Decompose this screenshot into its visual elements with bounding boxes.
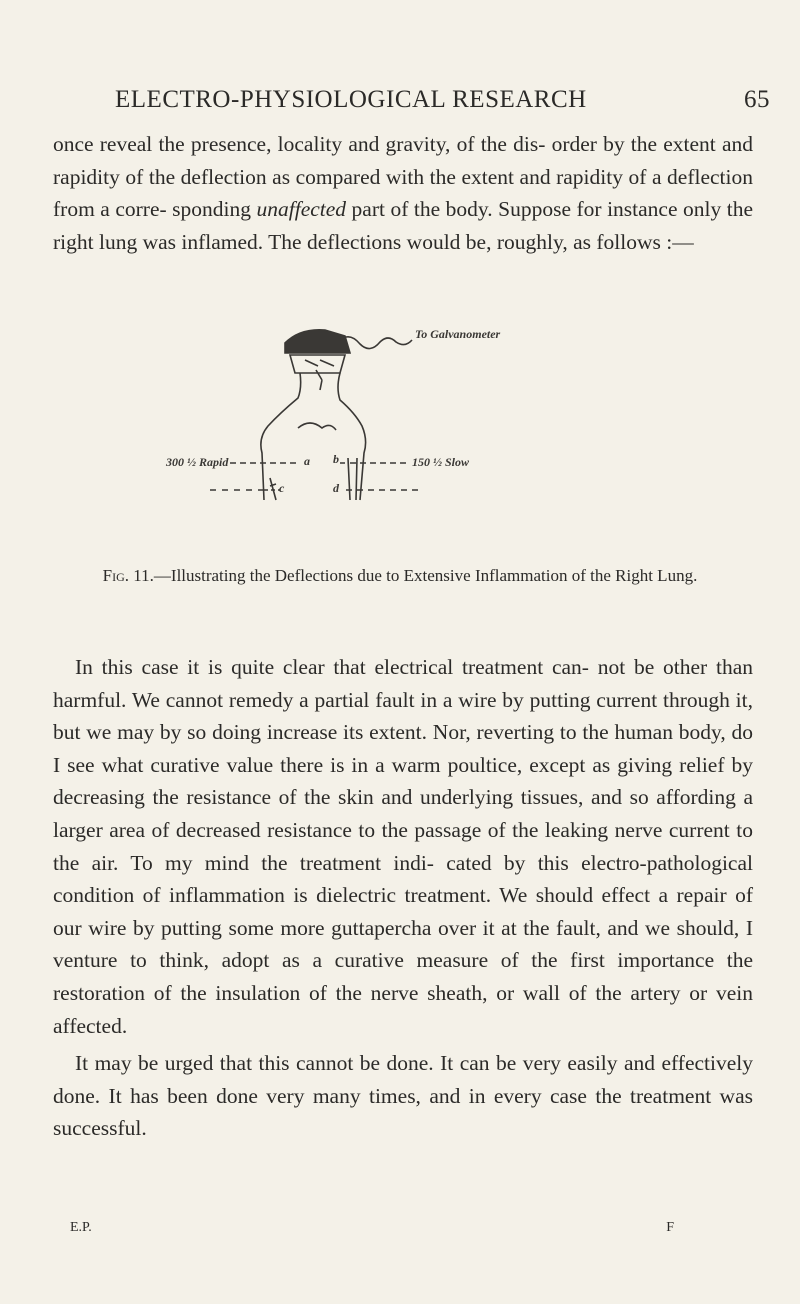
caption-text: —Illustrating the Deflections due to Extensive Inflammation of the Right Lung. [153,566,698,585]
label-d: d [333,481,339,495]
label-b: b [333,452,339,466]
inner-marks [305,360,334,390]
paragraph-2: In this case it is quite clear that electrical treatment can- not be other than harmful. We cannot remedy a partial fault in a wire by putting current through it, but we may by so doing increase its extent. Nor, reverting to the human body, do I see what curative value there is in a warm poultice, except as giving relief by decreasing the resistance of the skin and underlying tissues, and so affording a larger area of decreased resistance to the passage of the leaking nerve current to the air. To my mind the treatment indi- cated by this electro-pathological condition of inflammation is dielectric treatment. We should effect a repair of our wire by putting some more guttapercha over it at the fault, and we should, I venture to think, adopt as a curative measure of the first importance the restoration of the insulation of the nerve sheath, or wall of the artery or vein affected. [53,655,753,1038]
slow-label: 150 ½ Slow [412,455,470,469]
page-number: 65 [744,86,770,113]
galvanometer-label: To Galvanometer [415,327,501,341]
chest-mark [298,423,336,430]
tick-c [270,478,276,500]
paragraph-1 [53,128,753,258]
paragraph-1-emphasis: unaffected [256,197,347,222]
paragraph-3-text: It may be urged that this cannot be done. It can be very easily and effectively done. It has been done very many times, and in every case the treatment was successful. [53,1051,753,1141]
paragraph-3 [53,1047,753,1145]
paragraph-1-start: once reveal the presence, locality and gravity, of the dis- order by the extent and rapidity of the deflection as compared with the extent and rapidity of a deflection from a corre- sponding [53,132,753,222]
paragraph-1-end: part of the body. Suppose for instance only the right lung was inflamed. The deflections would be, roughly, as follows :— [53,197,753,254]
signature-mark: E.P. [70,1220,92,1235]
gathering-letter: F [666,1220,674,1235]
body-outline-diagram [0,318,800,568]
rapid-label: 300 ½ Rapid [166,455,229,469]
label-a: a [304,454,310,468]
running-title: ELECTRO-PHYSIOLOGICAL RESEARCH [115,86,587,113]
right-body-outline [338,373,366,500]
ticks-bd [348,458,357,500]
label-c: c [279,481,285,495]
caption-figure-number: Fig. 11. [102,566,154,585]
galvanometer-wire [340,337,412,349]
head-mark [285,330,350,353]
neck-outline [290,355,345,373]
figure-caption [100,566,700,586]
